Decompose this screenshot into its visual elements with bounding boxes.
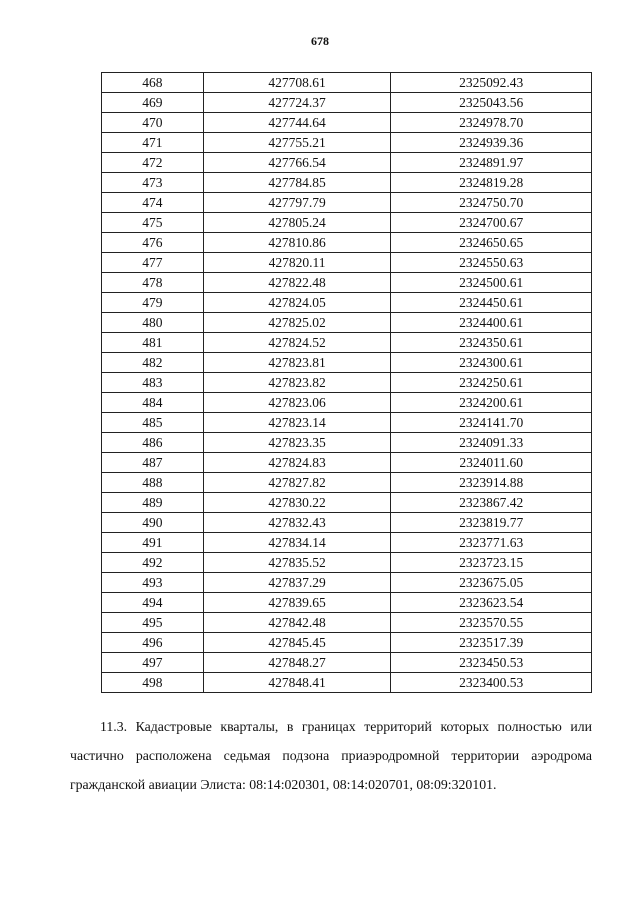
table-row — [102, 633, 592, 653]
y-coordinate-cell: 2324650.65 — [391, 233, 592, 253]
x-coordinate-cell: 427824.52 — [203, 333, 391, 353]
x-coordinate-cell: 427848.27 — [203, 653, 391, 673]
point-number-cell: 486 — [102, 433, 204, 453]
point-number-cell: 471 — [102, 133, 204, 153]
y-coordinate-cell: 2324011.60 — [391, 453, 592, 473]
table-row — [102, 553, 592, 573]
point-number-cell: 474 — [102, 193, 204, 213]
y-coordinate-cell: 2325043.56 — [391, 93, 592, 113]
table-row — [102, 73, 592, 93]
y-coordinate-cell: 2323570.55 — [391, 613, 592, 633]
x-coordinate-cell: 427810.86 — [203, 233, 391, 253]
x-coordinate-cell: 427823.82 — [203, 373, 391, 393]
point-number-cell: 480 — [102, 313, 204, 333]
table-row — [102, 273, 592, 293]
point-number-cell: 496 — [102, 633, 204, 653]
x-coordinate-cell: 427834.14 — [203, 533, 391, 553]
y-coordinate-cell: 2325092.43 — [391, 73, 592, 93]
table-row — [102, 653, 592, 673]
x-coordinate-cell: 427744.64 — [203, 113, 391, 133]
table-row — [102, 93, 592, 113]
point-number-cell: 482 — [102, 353, 204, 373]
coordinates-table — [101, 72, 592, 693]
y-coordinate-cell: 2324939.36 — [391, 133, 592, 153]
table-row — [102, 153, 592, 173]
x-coordinate-cell: 427822.48 — [203, 273, 391, 293]
point-number-cell: 487 — [102, 453, 204, 473]
x-coordinate-cell: 427724.37 — [203, 93, 391, 113]
y-coordinate-cell: 2323623.54 — [391, 593, 592, 613]
point-number-cell: 485 — [102, 413, 204, 433]
coordinates-table-body — [102, 73, 592, 693]
x-coordinate-cell: 427823.81 — [203, 353, 391, 373]
point-number-cell: 498 — [102, 673, 204, 693]
table-row — [102, 313, 592, 333]
table-row — [102, 673, 592, 693]
y-coordinate-cell: 2324750.70 — [391, 193, 592, 213]
table-row — [102, 593, 592, 613]
table-row — [102, 333, 592, 353]
point-number-cell: 477 — [102, 253, 204, 273]
x-coordinate-cell: 427820.11 — [203, 253, 391, 273]
y-coordinate-cell: 2324819.28 — [391, 173, 592, 193]
table-row — [102, 513, 592, 533]
y-coordinate-cell: 2323517.39 — [391, 633, 592, 653]
x-coordinate-cell: 427708.61 — [203, 73, 391, 93]
point-number-cell: 497 — [102, 653, 204, 673]
x-coordinate-cell: 427848.41 — [203, 673, 391, 693]
x-coordinate-cell: 427824.05 — [203, 293, 391, 313]
table-row — [102, 433, 592, 453]
table-row — [102, 173, 592, 193]
table-row — [102, 353, 592, 373]
y-coordinate-cell: 2324250.61 — [391, 373, 592, 393]
x-coordinate-cell: 427835.52 — [203, 553, 391, 573]
x-coordinate-cell: 427832.43 — [203, 513, 391, 533]
y-coordinate-cell: 2324550.63 — [391, 253, 592, 273]
y-coordinate-cell: 2323675.05 — [391, 573, 592, 593]
point-number-cell: 488 — [102, 473, 204, 493]
x-coordinate-cell: 427766.54 — [203, 153, 391, 173]
x-coordinate-cell: 427827.82 — [203, 473, 391, 493]
point-number-cell: 494 — [102, 593, 204, 613]
point-number-cell: 479 — [102, 293, 204, 313]
table-row — [102, 573, 592, 593]
point-number-cell: 492 — [102, 553, 204, 573]
x-coordinate-cell: 427839.65 — [203, 593, 391, 613]
table-row — [102, 493, 592, 513]
table-row — [102, 533, 592, 553]
x-coordinate-cell: 427842.48 — [203, 613, 391, 633]
point-number-cell: 489 — [102, 493, 204, 513]
table-row — [102, 293, 592, 313]
y-coordinate-cell: 2323400.53 — [391, 673, 592, 693]
y-coordinate-cell: 2324300.61 — [391, 353, 592, 373]
point-number-cell: 475 — [102, 213, 204, 233]
y-coordinate-cell: 2323867.42 — [391, 493, 592, 513]
x-coordinate-cell: 427837.29 — [203, 573, 391, 593]
y-coordinate-cell: 2324091.33 — [391, 433, 592, 453]
point-number-cell: 472 — [102, 153, 204, 173]
y-coordinate-cell: 2323723.15 — [391, 553, 592, 573]
y-coordinate-cell: 2324700.67 — [391, 213, 592, 233]
point-number-cell: 476 — [102, 233, 204, 253]
x-coordinate-cell: 427825.02 — [203, 313, 391, 333]
point-number-cell: 490 — [102, 513, 204, 533]
y-coordinate-cell: 2324141.70 — [391, 413, 592, 433]
y-coordinate-cell: 2324891.97 — [391, 153, 592, 173]
point-number-cell: 478 — [102, 273, 204, 293]
table-row — [102, 193, 592, 213]
x-coordinate-cell: 427823.14 — [203, 413, 391, 433]
x-coordinate-cell: 427797.79 — [203, 193, 391, 213]
y-coordinate-cell: 2323450.53 — [391, 653, 592, 673]
point-number-cell: 481 — [102, 333, 204, 353]
x-coordinate-cell: 427755.21 — [203, 133, 391, 153]
x-coordinate-cell: 427823.35 — [203, 433, 391, 453]
y-coordinate-cell: 2324500.61 — [391, 273, 592, 293]
table-row — [102, 473, 592, 493]
table-row — [102, 253, 592, 273]
table-row — [102, 373, 592, 393]
table-row — [102, 113, 592, 133]
y-coordinate-cell: 2324200.61 — [391, 393, 592, 413]
x-coordinate-cell: 427823.06 — [203, 393, 391, 413]
y-coordinate-cell: 2324450.61 — [391, 293, 592, 313]
y-coordinate-cell: 2323914.88 — [391, 473, 592, 493]
page-number: 678 — [311, 34, 329, 48]
table-row — [102, 393, 592, 413]
y-coordinate-cell: 2324400.61 — [391, 313, 592, 333]
x-coordinate-cell: 427845.45 — [203, 633, 391, 653]
y-coordinate-cell: 2323771.63 — [391, 533, 592, 553]
x-coordinate-cell: 427830.22 — [203, 493, 391, 513]
table-row — [102, 133, 592, 153]
point-number-cell: 468 — [102, 73, 204, 93]
table-row — [102, 613, 592, 633]
point-number-cell: 473 — [102, 173, 204, 193]
point-number-cell: 470 — [102, 113, 204, 133]
point-number-cell: 495 — [102, 613, 204, 633]
point-number-cell: 484 — [102, 393, 204, 413]
y-coordinate-cell: 2324350.61 — [391, 333, 592, 353]
x-coordinate-cell: 427784.85 — [203, 173, 391, 193]
table-row — [102, 453, 592, 473]
point-number-cell: 483 — [102, 373, 204, 393]
point-number-cell: 491 — [102, 533, 204, 553]
table-row — [102, 233, 592, 253]
point-number-cell: 469 — [102, 93, 204, 113]
table-row — [102, 413, 592, 433]
y-coordinate-cell: 2324978.70 — [391, 113, 592, 133]
cadastral-quarters-paragraph: 11.3. Кадастровые кварталы, в границах территорий которых полностью или частично расположена седьмая подзона приаэродромной территории аэродрома гражданской авиации Элиста: 08:14:020301, 08:14:020701, 08:09:320101. — [70, 719, 592, 792]
point-number-cell: 493 — [102, 573, 204, 593]
table-row — [102, 213, 592, 233]
x-coordinate-cell: 427805.24 — [203, 213, 391, 233]
y-coordinate-cell: 2323819.77 — [391, 513, 592, 533]
x-coordinate-cell: 427824.83 — [203, 453, 391, 473]
